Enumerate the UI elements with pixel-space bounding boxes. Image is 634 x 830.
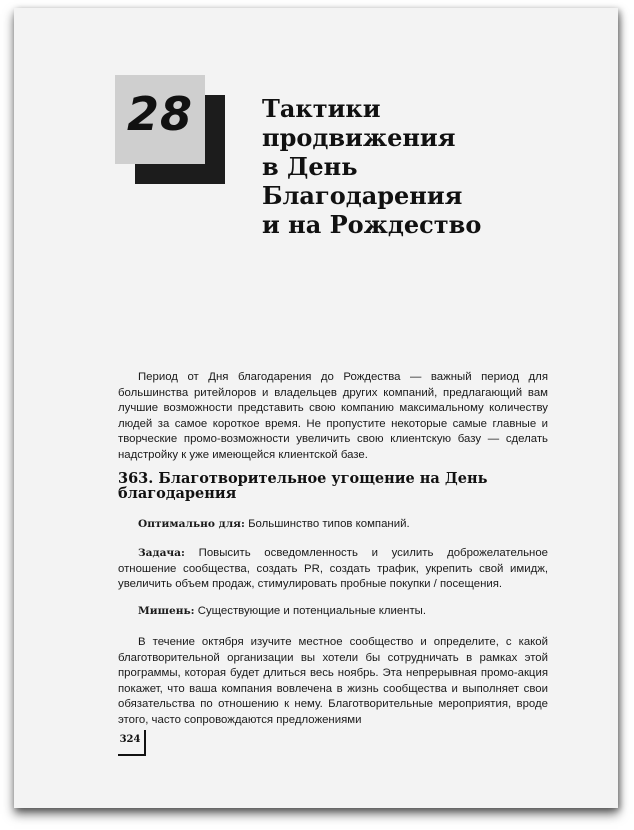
chapter-title-line: продвижения [262, 123, 456, 152]
chapter-number-box [115, 75, 205, 164]
field-text: Существующие и потенциальные клиенты. [197, 605, 427, 617]
field-target [118, 604, 548, 620]
intro-paragraph: Период от Дня благодарения до Рождества — важный период для большинства ритейлоров и владельцев других компаний, предлагающий вам лучшие возможности представить свою компанию максимальному количеству людей за самое короткое время. Не пропустите некоторые самые главные и творческие промо-возможности увеличить свою клиентскую базу — сделать надстройку к уже имеющейся клиентской базе. [118, 371, 548, 461]
chapter-title [262, 94, 592, 239]
field-text: Повысить осведомленность и усилить доброжелательное отношение сообщества, создать PR, создать трафик, укрепить свой имидж, увеличить объем продаж, стимулировать пробные покупки / посещения. [118, 547, 549, 591]
field-label: Задача: [138, 547, 185, 559]
chapter-title-line: и на Рождество [262, 210, 482, 239]
section-title: 363. Благотворительное угощение на День благодарения [118, 470, 488, 502]
chapter-title-line: Благодарения [262, 181, 463, 210]
chapter-title-line: в День [262, 152, 358, 181]
chapter-number: 28 [126, 87, 193, 141]
field-goal [118, 546, 548, 593]
field-text: Большинство типов компаний. [248, 518, 410, 530]
chapter-title-line: Тактики [262, 94, 381, 123]
page-number: 324 [119, 734, 141, 745]
field-label: Мишень: [138, 605, 195, 617]
field-label: Оптимально для: [138, 518, 245, 530]
field-best-for [118, 517, 548, 533]
body-paragraph: В течение октября изучите местное сообщество и определите, с какой благотворительной организации вы хотели бы сотрудничать в рамках этой программы, которая будет длиться весь ноябрь. Эта непрерывная промо-акция покажет, что ваша компания вовлечена в жизнь сообщества и выполняет свои обязательства по отношению к нему. Благотворительные мероприятия, вроде этого, часто сопровождаются предложениями [118, 636, 548, 726]
book-page [14, 8, 618, 808]
page-number-frame [118, 730, 146, 756]
